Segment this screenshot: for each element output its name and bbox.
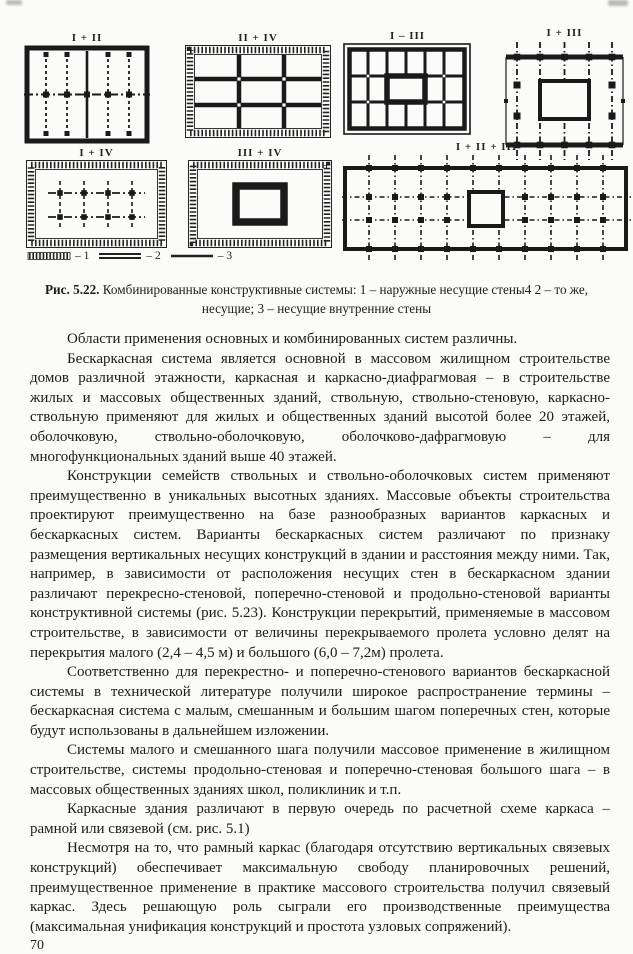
- plan-drawing-i-ii: [24, 45, 150, 144]
- figure-5-22: [0, 0, 633, 272]
- figure-caption-number: Рис. 5.22.: [45, 282, 100, 297]
- diagram-plan-3: [343, 29, 472, 135]
- paragraph: Бескаркасная система является основной в массовом жилищном строительстве домов различной этажности, каркасная и каркасно-диафрагмовая – в строительстве жилых и массовых общественных зданий, ствольную, ствольно-стеновую, каркасно-ствольную применяют для жилых и общественных зданий высотой более 20 этажей, оболочковую, ствольно-оболочковую, оболочково-дафрагмовую – для многофункциональных зданий выше 40 этажей.: [30, 350, 610, 465]
- diagram-label: I + II + III: [455, 141, 518, 153]
- legend-label: – 1: [75, 250, 90, 262]
- diagram-label: I + II: [71, 32, 103, 44]
- legend-item-2: [98, 250, 160, 262]
- diagram-label: I – III: [389, 30, 426, 42]
- paragraph: Области применения основных и комбинированных систем различны.: [67, 331, 518, 347]
- plan-drawing-iii-iv: [188, 160, 332, 248]
- page-number: 70: [30, 938, 44, 954]
- hatched-wall-swatch: [27, 251, 71, 261]
- legend-item-3: [170, 250, 232, 262]
- legend-label: – 3: [217, 250, 233, 262]
- diagram-plan-1: [24, 31, 150, 144]
- diagram-plan-6: [187, 146, 333, 248]
- diagram-label: III + IV: [237, 147, 283, 159]
- solid-line-swatch: [170, 251, 214, 261]
- diagram-plan-2: [185, 31, 331, 138]
- paragraph: Системы малого и смешанного шага получили массовое применение в жилищном строительстве, системы продольно-стеновая и поперечно-стеновая большого шага – в массовых общественных зданиях школ, поликлиник и т.п.: [30, 742, 610, 798]
- paragraph: Соответственно для перекрестно- и поперечно-стенового вариантов бескаркасной системы в технической литературе получили широкое распространение термины – бескаркасная система с малым, смешанным и большим шагом поперечных стен, которые будут использованы в дальнейшем изложении.: [30, 664, 610, 739]
- figure-caption-text: Комбинированные конструктивные системы: 1 – наружные несущие стены4 2 – то же, несущие; 3 – несущие внутренние стены: [99, 282, 588, 316]
- paragraph: Конструкции семейств ствольных и ствольно-оболочковых систем применяют преимущественно в уникальных высотных зданиях. Массовые объекты строительства проектируют преимущественно на базе разнообразных вариантов каркасных и бескаркасных систем. Варианты бескаркасных систем различают по признаку размещения вертикальных несущих конструкций в здании и расстояния между ними. Так, например, в зависимости от расположения несущих стен в бескаркасном здании различают перекресно-стеновой, поперечно-стеновой и продольно-стеновой варианты конструктивной системы (рис. 5.23). Конструкции перекрытий, применяемые в массовом строительстве, в зависимости от величины перекрываемого пролета условно делят на перекрытия малого (2,4 – 4,5 м) и большого (6,0 – 7,2м) пролета.: [30, 468, 610, 661]
- legend-label: – 2: [146, 250, 161, 262]
- diagram-plan-5: [26, 146, 167, 248]
- plan-drawing-i-iv: [26, 160, 167, 248]
- legend-item-1: [27, 250, 89, 262]
- paragraph: Несмотря на то, что рамный каркас (благодаря отсутствию вертикальных связевых конструкций) обеспечивает максимальную свободу планировочных решений, преимущественное применение в практике массового строительства получил связевый каркас. Здесь решающую роль сыграли его производственные преимущества (максимальная унификация конструкций и простота узловых сопряжений).: [30, 840, 610, 935]
- plan-drawing-ii-iv: [185, 45, 331, 138]
- plan-drawing-i-ii-iii: [342, 154, 631, 264]
- figure-legend: [27, 250, 232, 262]
- plan-drawing-i-iii: [343, 43, 472, 135]
- paragraph: Каркасные здания различают в первую очередь по расчетной схеме каркаса – рамной или связевой (см. рис. 5.1): [30, 801, 610, 837]
- diagram-label: I + IV: [79, 147, 114, 159]
- diagram-label: I + III: [546, 27, 583, 39]
- double-line-swatch: [98, 251, 142, 261]
- body-text: [0, 318, 633, 937]
- diagram-label: II + IV: [238, 32, 278, 44]
- diagram-plan-7: [342, 140, 631, 264]
- figure-caption: [29, 280, 605, 318]
